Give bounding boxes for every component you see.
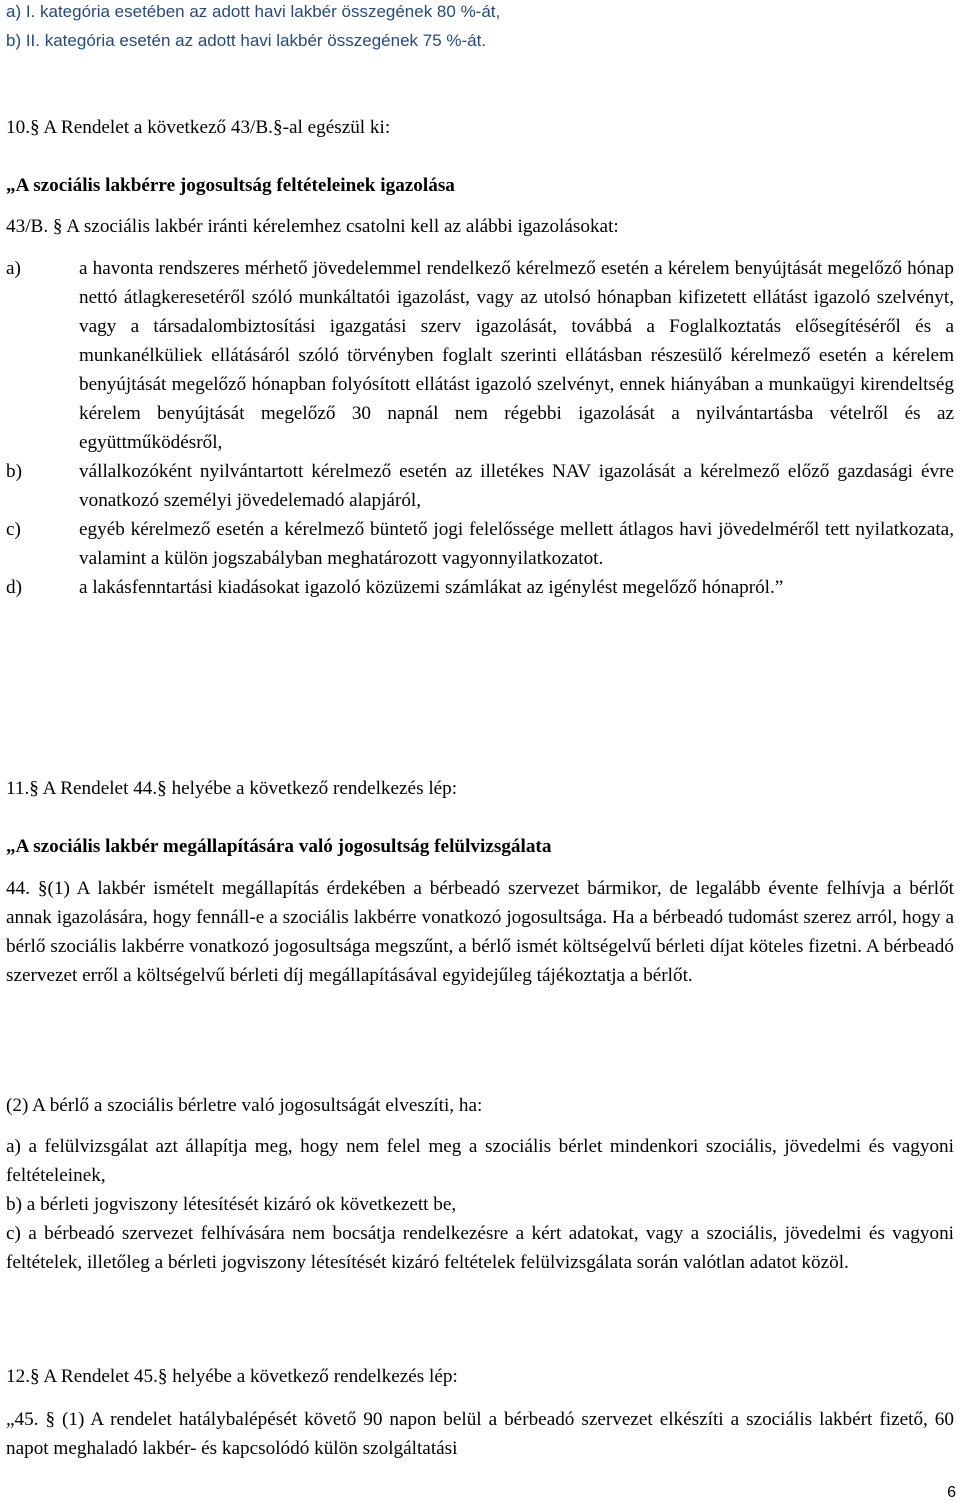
- list-item: [6, 573, 954, 602]
- section-12-heading: 12.§ A Rendelet 45.§ helyébe a következő rendelkezés lép:: [6, 1366, 458, 1387]
- list-item-text: a lakásfenntartási kiadásokat igazoló közüzemi számlákat az igénylést megelőző hónapról.”: [79, 577, 784, 598]
- section-10-title: „A szociális lakbérre jogosultság feltételeinek igazolása: [6, 175, 455, 196]
- section-43b-intro: 43/B. § A szociális lakbér iránti kérelemhez csatolni kell az alábbi igazolásokat:: [6, 216, 619, 237]
- list-item-label: c): [6, 519, 21, 540]
- section-45-paragraph: „45. § (1) A rendelet hatálybalépését követő 90 napon belül a bérbeadó szervezet elkészíti a szociális lakbért fizető, 60 napot meghaladó lakbér- és kapcsolódó külön szolgáltatási: [6, 1409, 954, 1459]
- section-44-paragraph-2-a: a) a felülvizsgálat azt állapítja meg, hogy nem felel meg a szociális bérlet mindenkori szociális, jövedelmi és vagyoni feltételeinek,: [6, 1136, 954, 1186]
- requirements-list: [6, 254, 954, 602]
- section-44-paragraph-2-b: b) a bérleti jogviszony létesítését kizáró ok következett be,: [6, 1194, 457, 1215]
- list-item-text: egyéb kérelmező esetén a kérelmező büntető jogi felelőssége mellett átlagos havi jövedelméről tett nyilatkozata, valamint a külön jogszabályban meghatározott vagyonnyilatkozatot.: [79, 519, 954, 569]
- section-44-paragraph-2-c: c) a bérbeadó szervezet felhívására nem bocsátja rendelkezésre a kért adatokat, vagy a szociális, jövedelmi és vagyoni feltételek, illetőleg a bérleti jogviszony létesítését kizáró feltételek felülvizsgálata során valótlan adatot közöl.: [6, 1223, 954, 1273]
- list-item: [6, 254, 954, 457]
- list-item-label: b): [6, 461, 22, 482]
- page-number: 6: [947, 1484, 956, 1501]
- list-item-label: d): [6, 577, 22, 598]
- list-item-text: a havonta rendszeres mérhető jövedelemmel rendelkező kérelmező esetén a kérelem benyújtását megelőző hónap nettó átlagkeresetéről szóló munkáltatói igazolást, vagy az utolsó hónapban kifizetett ellátást igazoló szelvényt, vagy a társadalombiztosítási igazgatási szerv igazolását, továbbá a Foglalkoztatás elősegítéséről és a munkanélküliek ellátásáról szóló törvényben foglalt szerinti ellátásban részesülő kérelmező esetén a kérelem benyújtását megelőző hónapban folyósított ellátást igazoló szelvényt, ennek hiányában a munkaügyi kirendeltség kérelem benyújtását megelőző 30 napnál nem régebbi igazolását a nyilvántartásba vételről és az együttműködésről,: [79, 258, 954, 453]
- list-item-label: a): [6, 258, 21, 279]
- section-10-heading: 10.§ A Rendelet a következő 43/B.§-al egészül ki:: [6, 117, 391, 138]
- section-44-paragraph-1: 44. §(1) A lakbér ismételt megállapítás érdekében a bérbeadó szervezet bármikor, de legalább évente felhívja a bérlőt annak igazolására, hogy fennáll-e a szociális lakbérre vonatkozó jogosultsága. Ha a bérbeadó tudomást szerez arról, hogy a bérlő szociális lakbérre vonatkozó jogosultsága megszűnt, a bérlő ismét költségelvű bérleti díjat köteles fizetni. A bérbeadó szervezet erről a költségelvű bérleti díj megállapításával egyidejűleg tájékoztatja a bérlőt.: [6, 878, 954, 986]
- text-line-b: b) II. kategória esetén az adott havi lakbér összegének 75 %-át.: [6, 31, 487, 50]
- list-item-text: vállalkozóként nyilvántartott kérelmező esetén az illetékes NAV igazolását a kérelmező előző gazdasági évre vonatkozó személyi jövedelemadó alapjáról,: [79, 461, 954, 511]
- section-11-title: „A szociális lakbér megállapítására való jogosultság felülvizsgálata: [6, 836, 552, 857]
- list-item: [6, 515, 954, 573]
- section-11-heading: 11.§ A Rendelet 44.§ helyébe a következő rendelkezés lép:: [6, 778, 458, 799]
- section-44-paragraph-2-intro: (2) A bérlő a szociális bérletre való jogosultságát elveszíti, ha:: [6, 1095, 483, 1116]
- list-item: [6, 457, 954, 515]
- text-line-a: a) I. kategória esetében az adott havi lakbér összegének 80 %-át,: [6, 2, 501, 21]
